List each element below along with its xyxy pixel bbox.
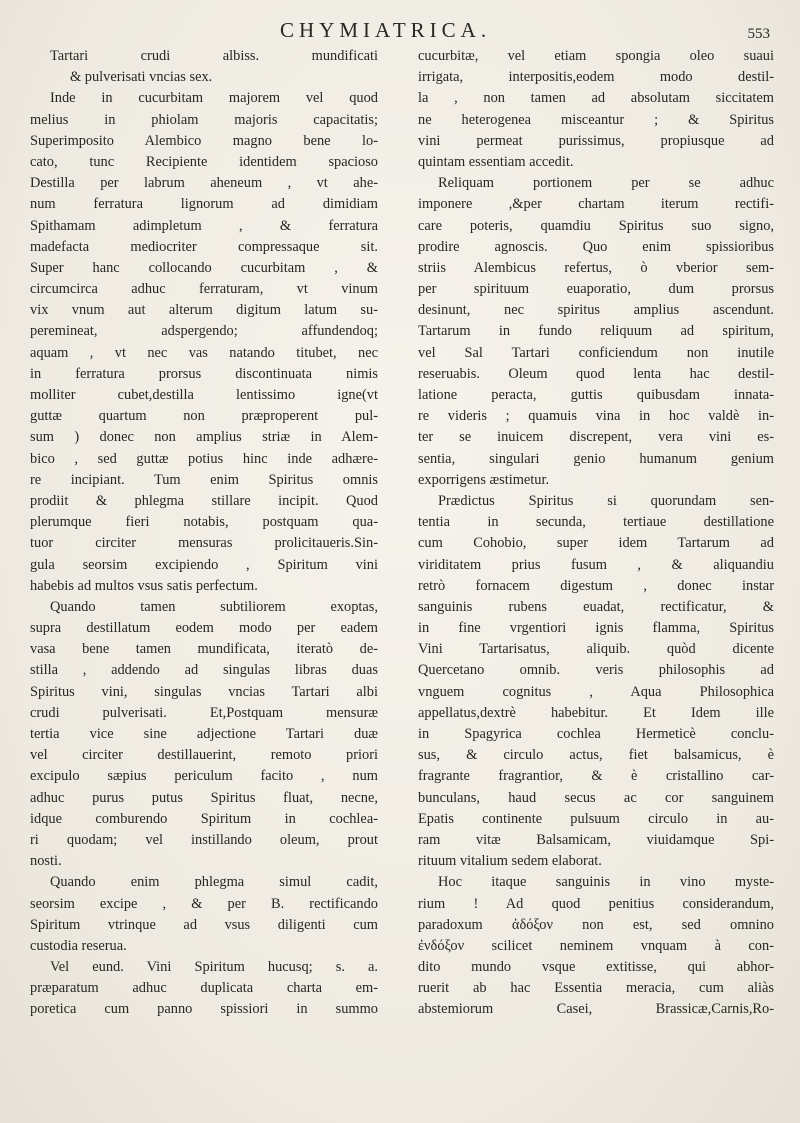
text-line: abstemiorum Casei, Brassicæ,Carnis,Ro- <box>418 1001 774 1018</box>
text-line: irrigata, interpositis,eodem modo destil- <box>418 69 774 86</box>
text-line: vel Sal Tartari conficiendum non inutile <box>418 344 774 361</box>
text-line: Hoc itaque sanguinis in vino myste- <box>438 874 774 891</box>
text-line: rituum vitalium sedem elaborat. <box>418 853 602 870</box>
text-line: tertia vice sine adjectione Tartari duæ <box>30 726 378 742</box>
text-line: Destilla per labrum aheneum , vt ahe- <box>30 175 378 192</box>
text-line: Vini Tartarisatus, aliquib. quòd dicente <box>418 641 774 658</box>
text-line: retrò fornacem digestum , donec instar <box>418 577 774 594</box>
text-line: re incipiant. Tum enim Spiritus omnis <box>30 471 378 488</box>
text-line: rium ! Ad quod penitius considerandum, <box>418 895 774 912</box>
text-line: melius in phiolam majoris capacitatis; <box>30 111 378 128</box>
text-line: Quando tamen subtiliorem exoptas, <box>50 598 378 615</box>
text-line: paradoxum ἀδόξον non est, sed omnino <box>418 916 774 933</box>
text-line: striis Alembicus refertus, ò vberior sem- <box>418 259 774 276</box>
text-line: imponere ,&per chartam iterum rectifi- <box>418 196 774 213</box>
text-line: reseruabis. Oleum quod lenta hac destil- <box>418 365 774 382</box>
text-line: vini permeat purissimus, propiusque ad <box>418 132 774 149</box>
text-line: Super hanc collocando cucurbitam , & <box>30 259 378 276</box>
text-line: latione peracta, guttis quibusdam innata- <box>418 387 774 403</box>
text-line: ter se inuicem discrepent, vera vini es- <box>418 429 774 446</box>
text-line: Tartarum in fundo reliquum ad spiritum, <box>418 323 774 340</box>
text-line: præparatum adhuc duplicata charta em- <box>30 980 378 997</box>
text-line: num ferratura lignorum ad dimidiam <box>30 196 378 213</box>
text-line: custodia reserua. <box>30 937 127 954</box>
text-line: Superimposito Alembico magno bene lo- <box>30 132 378 149</box>
text-line: madefacta mediocriter compressaque sit. <box>30 238 378 255</box>
text-line: quintam essentiam accedit. <box>418 153 574 170</box>
text-line: Tartari crudi albiss. mundificati <box>50 48 378 64</box>
text-line: guttæ quartum non præproperent pul- <box>30 408 378 425</box>
text-line: vel circiter destillauerint, remoto priori <box>30 747 378 764</box>
right-text-column <box>418 46 774 1021</box>
text-line: Inde in cucurbitam majorem vel quod <box>50 90 378 107</box>
text-line: Prædictus Spiritus si quorundam sen- <box>438 492 774 509</box>
text-line: in ferratura prorsus discontinuata nimis <box>30 365 378 382</box>
text-line: bunculans, haud secus ac cor sanguinem <box>418 789 774 806</box>
text-line: poretica cum panno spissiori in summo <box>30 1001 378 1018</box>
text-line: desinunt, nec spiritus amplius ascendunt. <box>418 302 774 319</box>
text-line: ἐνδόξον scilicet neminem vnquam à con- <box>418 937 774 954</box>
text-line: viriditatem prius fusum , & aliquandiu <box>418 556 774 573</box>
text-line: sus, & circulo actus, fiet balsamicus, è <box>418 747 774 764</box>
text-line: stilla , addendo ad singulas libras duas <box>30 662 378 679</box>
text-line: appellatus,dextrè habebitur. Et Idem ille <box>418 704 774 721</box>
text-line: sentia, singulari genio humanum genium <box>418 450 774 467</box>
text-line: sum ) donec non amplius striæ in Alem- <box>30 429 378 446</box>
text-line: ri quodam; vel instillando oleum, prout <box>30 831 378 848</box>
text-line: bico , sed guttæ potius hinc inde adhære- <box>30 450 378 467</box>
text-line: seorsim excipe , & per B. rectificando <box>30 895 378 912</box>
text-line: molliter cubet,destilla lentissimo igne(vt <box>30 387 378 403</box>
text-line: ruerit ab hac Essentia meracia, cum aliàs <box>418 980 774 997</box>
text-line: circumcirca adhuc ferraturam, vt vinum <box>30 281 378 298</box>
text-line: dito mundo vsque extitisse, qui abhor- <box>418 959 774 976</box>
text-line: cato, tunc Recipiente identidem spacioso <box>30 153 378 170</box>
text-line: cucurbitæ, vel etiam spongia oleo suaui <box>418 48 774 64</box>
running-title: CHYMIATRICA. <box>280 18 492 42</box>
text-line: in Spagyrica cochlea Hermeticè conclu- <box>418 726 774 742</box>
text-line: Quando enim phlegma simul cadit, <box>50 874 378 891</box>
text-line: tentia in secunda, tertiaue destillatione <box>418 514 774 531</box>
text-line: Spiritum vtrinque ad vsus diligenti cum <box>30 916 378 933</box>
text-line: plerumque fieri notabis, postquam qua- <box>30 514 378 531</box>
text-line: re videris ; quamuis vina in hoc valdè in- <box>418 408 774 425</box>
text-line: crudi pulverisati. Et,Postquam mensuræ <box>30 704 378 721</box>
text-line: idque comburendo Spiritum in cochlea- <box>30 810 378 827</box>
text-line: prodiit & phlegma stillare incipit. Quod <box>30 492 378 509</box>
text-line: adhuc purus putus Spiritus fluat, necne, <box>30 789 378 806</box>
text-line: Quercetano omnib. veris philosophis ad <box>418 662 774 679</box>
text-line: Epatis continente pulsuum circulo in au- <box>418 810 774 827</box>
text-line: gula seorsim excipiendo , Spiritum vini <box>30 556 378 573</box>
text-line: habebis ad multos vsus satis perfectum. <box>30 577 258 594</box>
text-line: Spiritus vini, singulas vncias Tartari albi <box>30 683 378 700</box>
page-number: 553 <box>747 26 770 42</box>
text-line: fragrante fragrantior, & è cristallino car- <box>418 768 774 785</box>
text-line: aquam , vt nec vas natando titubet, nec <box>30 344 378 361</box>
text-line: & pulverisati vncias sex. <box>70 69 213 86</box>
text-line: exporrigens æstimetur. <box>418 471 550 488</box>
text-line: cum Cohobio, super idem Tartarum ad <box>418 535 774 552</box>
left-text-column <box>30 46 378 1021</box>
text-line: la , non tamen ad absolutam siccitatem <box>418 90 774 107</box>
text-line: per spirituum euaporatio, dum prorsus <box>418 281 774 298</box>
text-line: vasa bene tamen mundificata, iteratò de- <box>30 641 378 658</box>
text-line: ne heterogenea misceantur ; & Spiritus <box>418 111 774 128</box>
text-line: supra destillatum eodem modo per eadem <box>30 620 378 637</box>
text-line: ram vitæ Balsamicam, viuidamque Spi- <box>418 831 774 848</box>
text-line: peremineat, adspergendo; affundendoq; <box>30 323 378 340</box>
text-line: prodire agnoscis. Quo enim spissioribus <box>418 238 774 255</box>
text-line: Vel eund. Vini Spiritum hucusq; s. a. <box>50 959 378 976</box>
text-line: vnguem cognitus , Aqua Philosophica <box>418 683 774 700</box>
text-line: in fine vrgentiori ignis flamma, Spiritus <box>418 620 774 637</box>
text-line: nosti. <box>30 853 62 870</box>
text-line: sanguinis rubens euadat, rectificatur, & <box>418 598 774 615</box>
text-line: Reliquam portionem per se adhuc <box>438 175 774 192</box>
text-line: excipulo sæpius periculum facito , num <box>30 768 378 785</box>
text-line: Spithamam adimpletum , & ferratura <box>30 217 378 234</box>
text-line: tuor circiter mensuras prolicitaueris.Sin- <box>30 535 378 552</box>
text-line: care poteris, quamdiu Spiritus suo signo, <box>418 217 774 234</box>
text-line: vix vnum aut alterum digitum latum su- <box>30 302 378 319</box>
